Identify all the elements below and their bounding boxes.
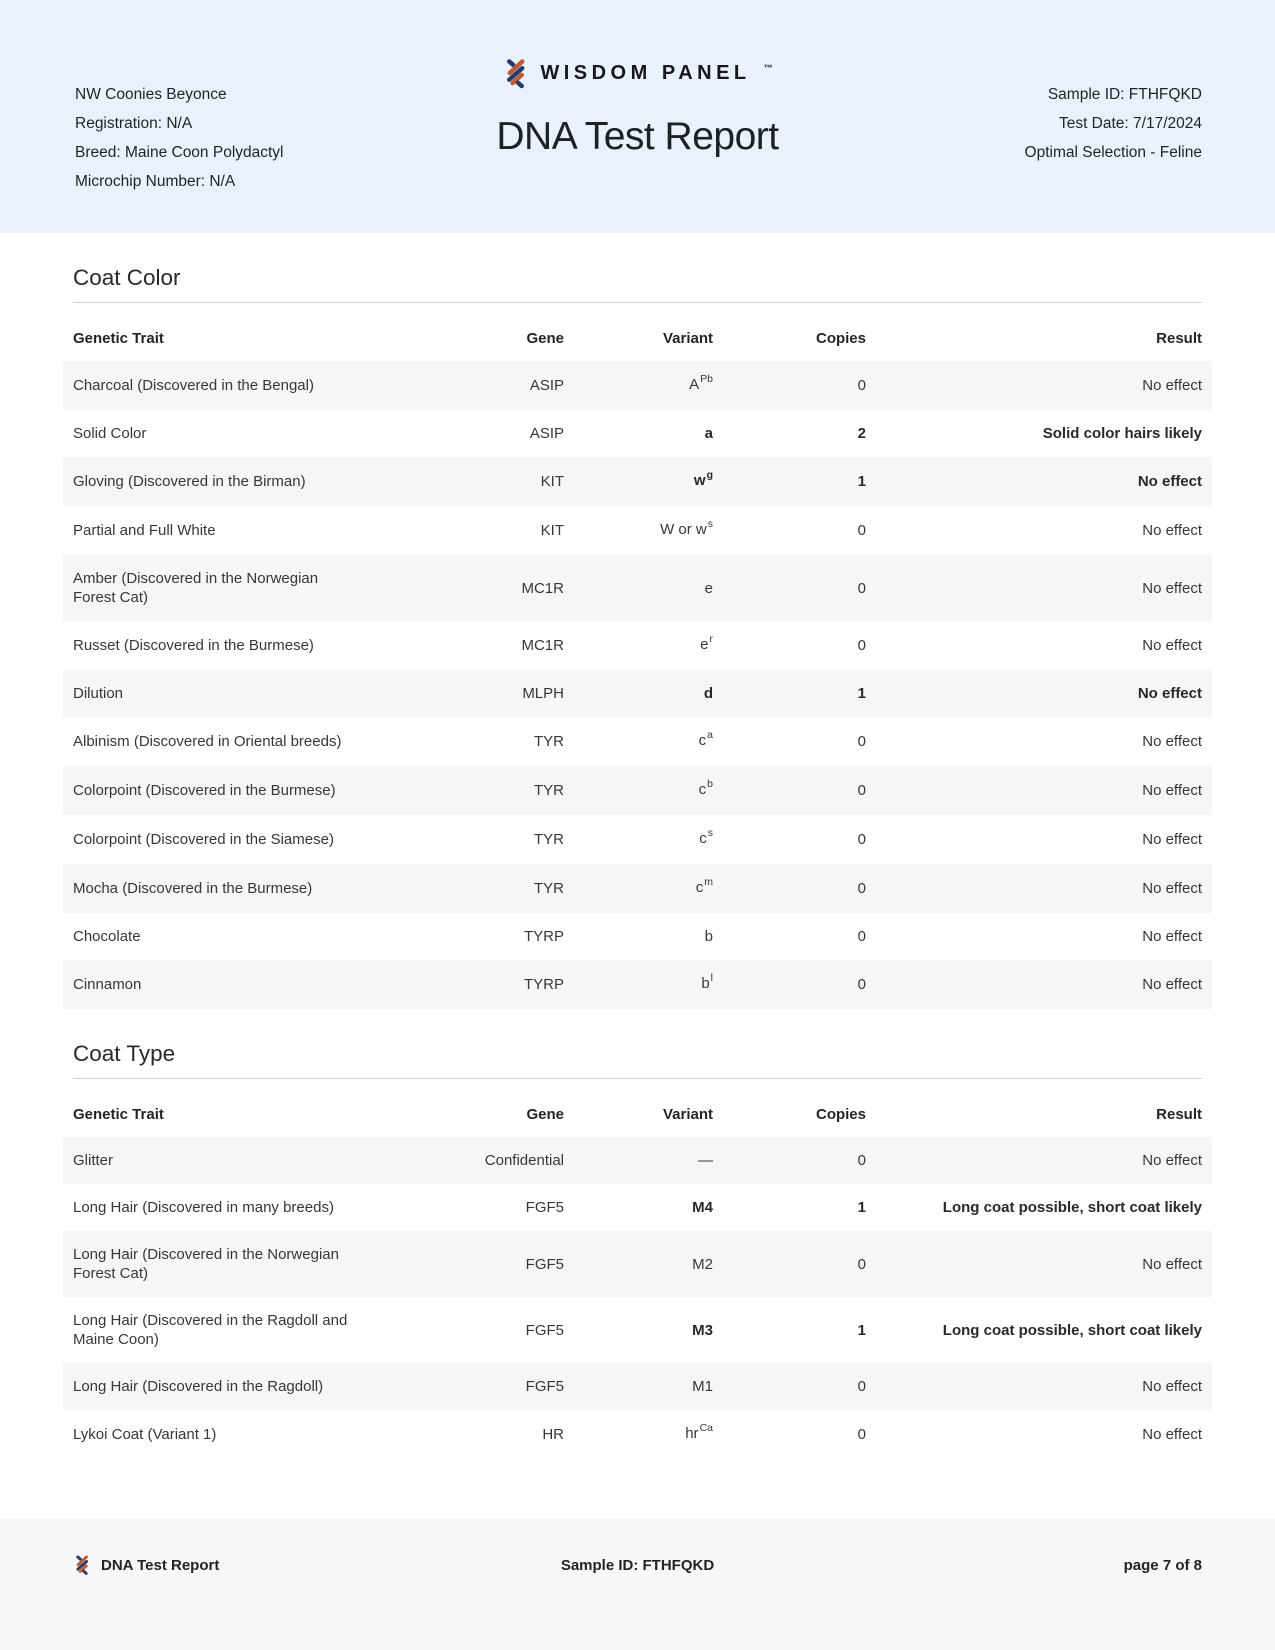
sample-id: Sample ID: FTHFQKD <box>1047 86 1202 103</box>
cell-genetic-trait: Partial and Full White <box>73 522 216 539</box>
cell-variant <box>564 1255 713 1274</box>
cell-copies: 0 <box>857 579 866 597</box>
cell-result: No effect <box>1142 637 1202 654</box>
variant-base: M2 <box>692 1255 713 1273</box>
pet-registration: Registration: N/A <box>75 115 193 132</box>
cell-result: No effect <box>1137 473 1202 490</box>
table-header <box>63 1079 1212 1137</box>
col-header-variant: Variant <box>662 330 713 347</box>
cell-copies: 1 <box>857 1321 866 1339</box>
col-header-result: Result <box>1156 330 1202 347</box>
table-row <box>63 555 1212 621</box>
cell-result: No effect <box>1142 1255 1202 1273</box>
cell-gene: HR <box>542 1426 564 1443</box>
cell-copies: 1 <box>857 685 866 702</box>
cell-variant <box>564 684 713 703</box>
table-row <box>63 815 1212 864</box>
cell-genetic-trait: Solid Color <box>73 425 147 442</box>
cell-variant <box>564 635 713 656</box>
cell-result: No effect <box>1142 522 1202 539</box>
cell-result: Long coat possible, short coat likely <box>942 1199 1202 1216</box>
variant-superscript: m <box>704 876 713 888</box>
cell-variant <box>564 520 713 541</box>
footer-row <box>0 1519 1275 1577</box>
cell-gene: FGF5 <box>525 1321 564 1339</box>
cell-genetic-trait: Charcoal (Discovered in the Bengal) <box>73 377 314 394</box>
cell-gene: KIT <box>540 522 564 539</box>
cell-gene: MC1R <box>521 579 564 597</box>
cell-copies: 0 <box>857 733 866 750</box>
table-row <box>63 1137 1212 1184</box>
footer-brand <box>73 1553 219 1577</box>
footer-page-number: page 7 of 8 <box>1123 1556 1202 1574</box>
variant-base: b <box>701 975 710 992</box>
variant-superscript: Ca <box>699 1422 713 1434</box>
variant-base: c <box>698 732 707 749</box>
table-header <box>63 303 1212 361</box>
table-row <box>63 766 1212 815</box>
cell-genetic-trait: Amber (Discovered in the Norwegian Forest Cat) <box>73 570 319 606</box>
cell-gene: TYRP <box>523 928 564 945</box>
col-header-copies: Copies <box>815 330 866 347</box>
cell-genetic-trait: Colorpoint (Discovered in the Siamese) <box>73 831 334 848</box>
cell-genetic-trait: Long Hair (Discovered in the Ragdoll) <box>73 1378 324 1395</box>
cell-genetic-trait: Colorpoint (Discovered in the Burmese) <box>73 782 336 799</box>
brand-name: WISDOM PANEL <box>540 62 751 84</box>
report-body <box>73 233 1202 1459</box>
section-coat-type <box>73 1009 1202 1459</box>
variant-base: e <box>704 579 713 597</box>
cell-result: No effect <box>1142 1152 1202 1169</box>
variant-base: M4 <box>692 1199 713 1216</box>
col-header-result: Result <box>1156 1106 1202 1123</box>
col-header-gene: Gene <box>526 330 564 347</box>
cell-copies: 0 <box>857 928 866 945</box>
table-row <box>63 361 1212 410</box>
variant-superscript: b <box>707 778 713 790</box>
page-footer <box>0 1519 1275 1650</box>
cell-variant <box>564 974 713 995</box>
cell-gene: KIT <box>540 473 564 490</box>
cell-genetic-trait: Glitter <box>73 1152 114 1169</box>
cell-result: Long coat possible, short coat likely <box>942 1321 1202 1339</box>
variant-base: d <box>703 685 713 702</box>
col-header-copies: Copies <box>815 1106 866 1123</box>
cell-result: No effect <box>1142 880 1202 897</box>
variant-superscript: r <box>709 633 713 645</box>
variant-superscript: a <box>707 729 713 741</box>
dna-helix-icon <box>502 56 529 91</box>
report-header <box>0 0 1275 233</box>
table-row <box>63 960 1212 1009</box>
coat-type-rows <box>73 1137 1202 1459</box>
section-title: Coat Type <box>73 1041 176 1066</box>
variant-superscript: g <box>706 469 713 481</box>
cell-genetic-trait: Mocha (Discovered in the Burmese) <box>73 880 313 897</box>
cell-variant <box>564 424 713 443</box>
section-title: Coat Color <box>73 265 181 290</box>
cell-gene: TYRP <box>523 976 564 993</box>
cell-variant <box>564 780 713 801</box>
brand-trademark: ™ <box>763 62 773 73</box>
cell-result: No effect <box>1142 782 1202 799</box>
cell-copies: 1 <box>857 1199 866 1216</box>
pet-name: NW Coonies Beyonce <box>75 86 227 103</box>
sample-info-block <box>1025 80 1202 167</box>
cell-variant <box>564 1151 713 1170</box>
cell-gene: TYR <box>534 831 564 848</box>
cell-variant <box>564 1377 713 1396</box>
cell-copies: 0 <box>857 880 866 897</box>
variant-superscript: s <box>707 518 713 530</box>
variant-base: c <box>695 879 704 896</box>
cell-copies: 0 <box>857 1152 866 1169</box>
cell-gene: ASIP <box>529 425 564 442</box>
variant-base: e <box>700 636 709 653</box>
cell-copies: 0 <box>857 377 866 394</box>
cell-copies: 0 <box>857 782 866 799</box>
test-date: Test Date: 7/17/2024 <box>1058 115 1202 132</box>
cell-result: Solid color hairs likely <box>1042 425 1202 442</box>
table-row <box>63 864 1212 913</box>
cell-gene: FGF5 <box>525 1255 564 1273</box>
cell-gene: FGF5 <box>525 1199 564 1216</box>
cell-result: No effect <box>1142 976 1202 993</box>
cell-result: No effect <box>1137 685 1202 702</box>
variant-base: M3 <box>692 1321 713 1339</box>
cell-variant <box>564 878 713 899</box>
cell-copies: 2 <box>857 425 866 442</box>
cell-gene: MLPH <box>522 685 564 702</box>
table-row <box>63 1231 1212 1297</box>
col-header-gene: Gene <box>526 1106 564 1123</box>
cell-result: No effect <box>1142 579 1202 597</box>
cell-gene: Confidential <box>484 1152 564 1169</box>
cell-result: No effect <box>1142 928 1202 945</box>
cell-gene: TYR <box>534 782 564 799</box>
cell-genetic-trait: Cinnamon <box>73 976 142 993</box>
cell-variant <box>564 579 713 598</box>
cell-copies: 0 <box>857 1255 866 1273</box>
col-header-genetic-trait: Genetic Trait <box>73 1106 164 1123</box>
cell-genetic-trait: Lykoi Coat (Variant 1) <box>73 1426 217 1443</box>
cell-copies: 0 <box>857 976 866 993</box>
cell-genetic-trait: Dilution <box>73 685 124 702</box>
cell-copies: 1 <box>857 473 866 490</box>
col-header-genetic-trait: Genetic Trait <box>73 330 164 347</box>
footer-sample-id: Sample ID: FTHFQKD <box>560 1556 715 1574</box>
cell-copies: 0 <box>857 1426 866 1443</box>
cell-genetic-trait: Long Hair (Discovered in the Norwegian Forest Cat) <box>73 1246 339 1282</box>
table-row <box>63 457 1212 506</box>
variant-base: a <box>704 425 713 442</box>
cell-genetic-trait: Chocolate <box>73 928 141 945</box>
table-row <box>63 506 1212 555</box>
table-row <box>63 717 1212 766</box>
cell-gene: ASIP <box>529 377 564 394</box>
cell-result: No effect <box>1142 1378 1202 1395</box>
cell-copies: 0 <box>857 522 866 539</box>
variant-base: A <box>689 376 700 393</box>
cell-variant <box>564 1198 713 1217</box>
variant-superscript: s <box>707 827 713 839</box>
dna-helix-icon <box>73 1553 91 1577</box>
cell-variant <box>564 471 713 492</box>
table-row <box>63 670 1212 717</box>
cell-result: No effect <box>1142 377 1202 394</box>
variant-base: M1 <box>692 1378 713 1395</box>
table-row <box>63 1410 1212 1459</box>
table-row <box>63 410 1212 457</box>
variant-base: c <box>698 781 707 798</box>
cell-variant <box>564 731 713 752</box>
cell-gene: TYR <box>534 880 564 897</box>
cell-result: No effect <box>1142 831 1202 848</box>
cell-genetic-trait: Albinism (Discovered in Oriental breeds) <box>73 733 342 750</box>
col-header-variant: Variant <box>662 1106 713 1123</box>
table-row <box>63 913 1212 960</box>
cell-genetic-trait: Gloving (Discovered in the Birman) <box>73 473 306 490</box>
cell-variant <box>564 1424 713 1445</box>
cell-variant <box>564 829 713 850</box>
cell-copies: 0 <box>857 831 866 848</box>
variant-base: w <box>693 472 706 489</box>
variant-base: b <box>704 928 713 945</box>
cell-gene: MC1R <box>521 637 564 654</box>
cell-genetic-trait: Long Hair (Discovered in many breeds) <box>73 1199 334 1216</box>
product-name: Optimal Selection - Feline <box>1024 144 1202 161</box>
cell-result: No effect <box>1142 1426 1202 1443</box>
cell-variant <box>564 375 713 396</box>
cell-variant <box>564 927 713 946</box>
cell-variant <box>564 1321 713 1340</box>
cell-genetic-trait: Russet (Discovered in the Burmese) <box>73 637 314 654</box>
pet-breed: Breed: Maine Coon Polydactyl <box>75 144 284 161</box>
cell-genetic-trait: Long Hair (Discovered in the Ragdoll and Maine Coon) <box>73 1312 348 1348</box>
cell-gene: TYR <box>534 733 564 750</box>
table-row <box>63 1184 1212 1231</box>
variant-superscript: l <box>710 972 713 984</box>
section-coat-color <box>73 233 1202 1009</box>
variant-base: c <box>699 830 707 847</box>
cell-copies: 0 <box>857 637 866 654</box>
pet-microchip: Microchip Number: N/A <box>75 173 236 190</box>
variant-base: — <box>698 1152 713 1169</box>
variant-superscript: Pb <box>700 373 713 385</box>
cell-gene: FGF5 <box>525 1378 564 1395</box>
cell-result: No effect <box>1142 733 1202 750</box>
coat-color-rows <box>73 361 1202 1009</box>
variant-base: hr <box>685 1425 699 1442</box>
table-row <box>63 1297 1212 1363</box>
page-title: DNA Test Report <box>496 115 779 158</box>
footer-report-label: DNA Test Report <box>101 1556 220 1574</box>
cell-copies: 0 <box>857 1378 866 1395</box>
table-row <box>63 1363 1212 1410</box>
table-row <box>63 621 1212 670</box>
variant-base: W or w <box>660 521 707 538</box>
